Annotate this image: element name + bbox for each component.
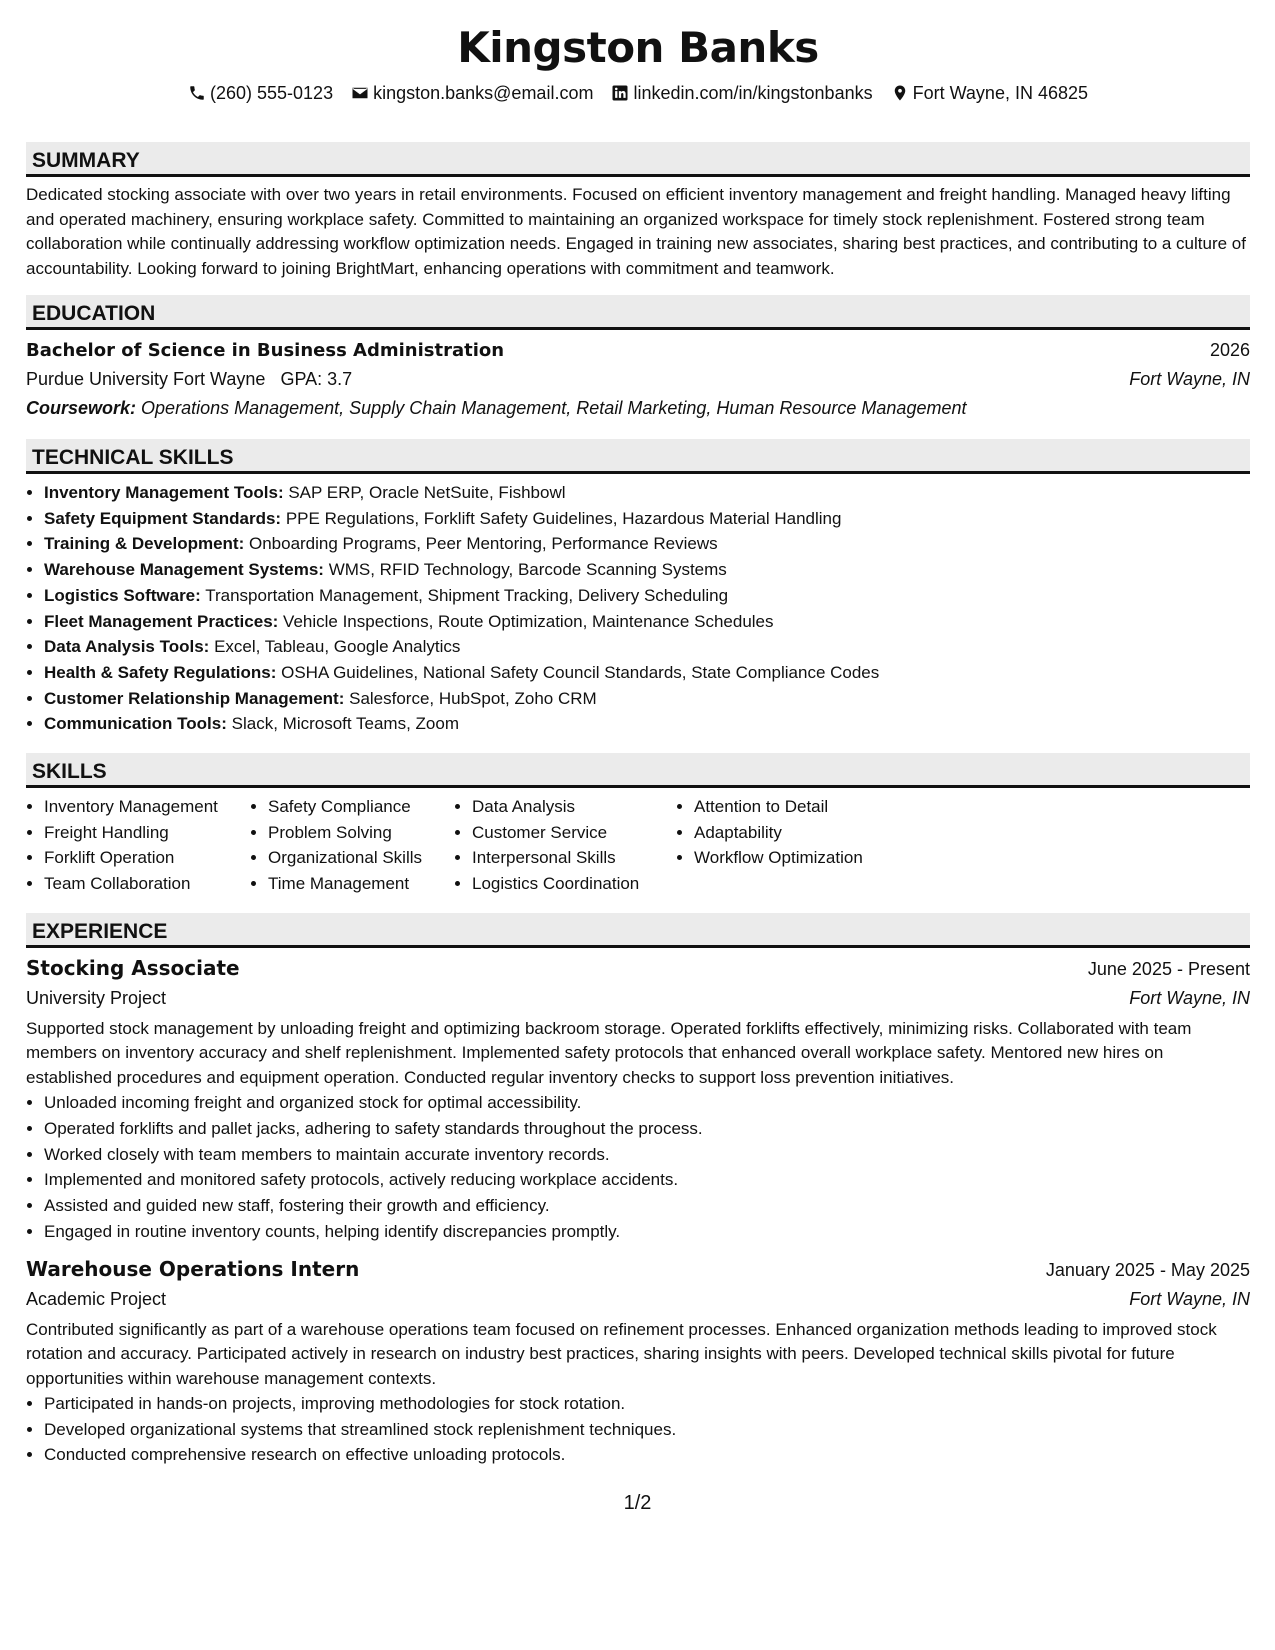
skill-item: • Data Analysis [472, 794, 676, 820]
linkedin-icon [611, 84, 629, 102]
technical-skill-value: Transportation Management, Shipment Tracking, Delivery Scheduling [205, 585, 729, 605]
skill-item: • Workflow Optimization [694, 845, 906, 871]
technical-skill-label: Warehouse Management Systems: [44, 560, 324, 580]
technical-skill-value: Onboarding Programs, Peer Mentoring, Performance Reviews [248, 534, 718, 554]
technical-skill-item [44, 557, 1250, 583]
experience-entry [26, 1255, 1250, 1469]
technical-skill-item [44, 531, 1250, 557]
experience-entry [26, 954, 1250, 1245]
job-description: Contributed significantly as part of a warehouse operations team focused on refinement processes. Enhanced organization methods leading to improved stock rotation and accuracy. Participated actively in research on industry best practices, sharing insights with peers. Developed technical skills pivotal for future opportunities within warehouse management contexts. [26, 1319, 1217, 1388]
technical-skill-label: Fleet Management Practices: [44, 611, 279, 631]
job-bullet: • Participated in hands-on projects, improving methodologies for stock rotation. [44, 1391, 1250, 1417]
job-title: Stocking Associate [26, 955, 240, 980]
envelope-icon [351, 84, 369, 102]
phone-icon [188, 84, 206, 102]
technical-skill-item [44, 711, 1250, 737]
job-dates: June 2025 - Present [1087, 958, 1250, 979]
coursework-line [26, 394, 1250, 423]
technical-skill-value: SAP ERP, Oracle NetSuite, Fishbowl [288, 483, 566, 502]
email-text: kingston.banks@email.com [373, 83, 594, 103]
technical-skill-value: Vehicle Inspections, Route Optimization, Maintenance Schedules [283, 611, 774, 631]
contact-phone[interactable] [188, 80, 333, 106]
section-heading-experience: EXPERIENCE [26, 913, 1250, 948]
job-bullet: • Assisted and guided new staff, fostering their growth and efficiency. [44, 1193, 1250, 1219]
contact-bar [26, 80, 1250, 106]
technical-skill-item [44, 583, 1250, 609]
job-location: Fort Wayne, IN [1129, 987, 1250, 1008]
job-bullet: • Engaged in routine inventory counts, helping identify discrepancies promptly. [44, 1219, 1250, 1245]
technical-skill-label: Customer Relationship Management: [44, 688, 345, 708]
school-name: Purdue University Fort Wayne [26, 369, 266, 389]
job-location: Fort Wayne, IN [1129, 1288, 1250, 1309]
technical-skill-value: Excel, Tableau, Google Analytics [214, 637, 461, 657]
coursework-text: Operations Management, Supply Chain Management, Retail Marketing, Human Resource Management [141, 398, 967, 418]
job-organization: University Project [26, 987, 167, 1008]
skills-column [250, 794, 454, 897]
graduation-year: 2026 [1209, 340, 1250, 360]
candidate-name: Kingston Banks [457, 23, 819, 72]
technical-skill-label: Communication Tools: [44, 714, 227, 734]
skills-column [26, 794, 250, 897]
technical-skill-label: Safety Equipment Standards: [44, 508, 282, 528]
section-heading-education: EDUCATION [26, 295, 1250, 330]
summary-text: Dedicated stocking associate with over two years in retail environments. Focused on efficient inventory management and freight handling. Managed heavy lifting and operated machinery, ensuring workplace safety. Committed to maintaining an organized workspace for timely stock replenishment. Fostered strong team collaboration while continually addressing workflow optimization needs. Engaged in training new associates, sharing best practices, and contributing to a culture of accountability. Looking forward to joining BrightMart, enhancing operations with commitment and teamwork. [26, 185, 1246, 278]
job-bullet: • Implemented and monitored safety protocols, actively reducing workplace accidents. [44, 1167, 1250, 1193]
contact-location [891, 80, 1088, 106]
technical-skill-value: Salesforce, HubSpot, Zoho CRM [349, 688, 597, 708]
skill-item: • Time Management [268, 871, 454, 897]
skill-item: • Logistics Coordination [472, 871, 676, 897]
map-pin-icon [891, 84, 909, 102]
education-entry [26, 336, 1250, 423]
section-heading-summary: SUMMARY [26, 142, 1250, 177]
skill-item: • Team Collaboration [44, 871, 250, 897]
technical-skill-value: WMS, RFID Technology, Barcode Scanning Systems [328, 560, 727, 580]
technical-skill-value: OSHA Guidelines, National Safety Council Standards, State Compliance Codes [281, 662, 880, 682]
skill-item: • Inventory Management [44, 794, 250, 820]
technical-skill-label: Health & Safety Regulations: [44, 662, 277, 682]
location-text: Fort Wayne, IN 46825 [912, 83, 1089, 103]
job-bullet: • Developed organizational systems that streamlined stock replenishment techniques. [44, 1417, 1250, 1443]
school-location: Fort Wayne, IN [1129, 369, 1250, 389]
contact-linkedin[interactable] [611, 80, 872, 106]
linkedin-text: linkedin.com/in/kingstonbanks [633, 83, 873, 103]
skill-item: • Forklift Operation [44, 845, 250, 871]
technical-skill-item [44, 686, 1250, 712]
technical-skill-label: Inventory Management Tools: [44, 483, 284, 502]
skill-item: • Interpersonal Skills [472, 845, 676, 871]
technical-skill-item [44, 634, 1250, 660]
gpa: GPA: 3.7 [280, 369, 353, 389]
technical-skills-list [26, 480, 1250, 737]
technical-skill-item [44, 660, 1250, 686]
job-bullet: • Unloaded incoming freight and organized stock for optimal accessibility. [44, 1090, 1250, 1116]
coursework-label: Coursework: [26, 398, 137, 418]
technical-skill-item [44, 480, 1250, 506]
job-dates: January 2025 - May 2025 [1045, 1259, 1250, 1280]
job-bullet: • Conducted comprehensive research on effective unloading protocols. [44, 1442, 1250, 1468]
skill-item: • Safety Compliance [268, 794, 454, 820]
phone-text: (260) 555-0123 [209, 83, 334, 103]
degree-title: Bachelor of Science in Business Administration [26, 340, 505, 361]
technical-skill-item [44, 506, 1250, 532]
skill-item: • Organizational Skills [268, 845, 454, 871]
job-bullets [26, 1090, 1250, 1244]
technical-skill-value: Slack, Microsoft Teams, Zoom [231, 714, 459, 734]
skill-item: • Adaptability [694, 820, 906, 846]
job-bullets [26, 1391, 1250, 1468]
section-heading-skills: SKILLS [26, 753, 1250, 788]
technical-skill-label: Training & Development: [44, 534, 245, 554]
skills-grid [26, 794, 1250, 897]
technical-skill-label: Data Analysis Tools: [44, 637, 210, 657]
job-organization: Academic Project [26, 1288, 167, 1309]
technical-skill-label: Logistics Software: [44, 585, 201, 605]
skill-item: • Problem Solving [268, 820, 454, 846]
section-heading-technical-skills: TECHNICAL SKILLS [26, 439, 1250, 474]
page-number: 1/2 [623, 1492, 652, 1514]
job-title: Warehouse Operations Intern [26, 1256, 360, 1281]
technical-skill-value: PPE Regulations, Forklift Safety Guidelines, Hazardous Material Handling [285, 508, 842, 528]
skill-item: • Attention to Detail [694, 794, 906, 820]
skill-item: • Customer Service [472, 820, 676, 846]
skills-column [676, 794, 906, 897]
contact-email[interactable] [351, 80, 593, 106]
job-bullet: • Operated forklifts and pallet jacks, adhering to safety standards throughout the process. [44, 1116, 1250, 1142]
skills-column [454, 794, 676, 897]
technical-skill-item [44, 609, 1250, 635]
job-bullet: • Worked closely with team members to maintain accurate inventory records. [44, 1142, 1250, 1168]
skill-item: • Freight Handling [44, 820, 250, 846]
job-description: Supported stock management by unloading freight and optimizing backroom storage. Operated forklifts effectively, minimizing risks. Collaborated with team members on inventory accuracy and shelf replenishment. Implemented safety protocols that enhanced overall workplace safety. Mentored new hires on established procedures and equipment operation. Conducted regular inventory checks to support loss prevention initiatives. [26, 1018, 1192, 1087]
resume-page [26, 0, 1250, 1468]
experience-list [26, 954, 1250, 1468]
